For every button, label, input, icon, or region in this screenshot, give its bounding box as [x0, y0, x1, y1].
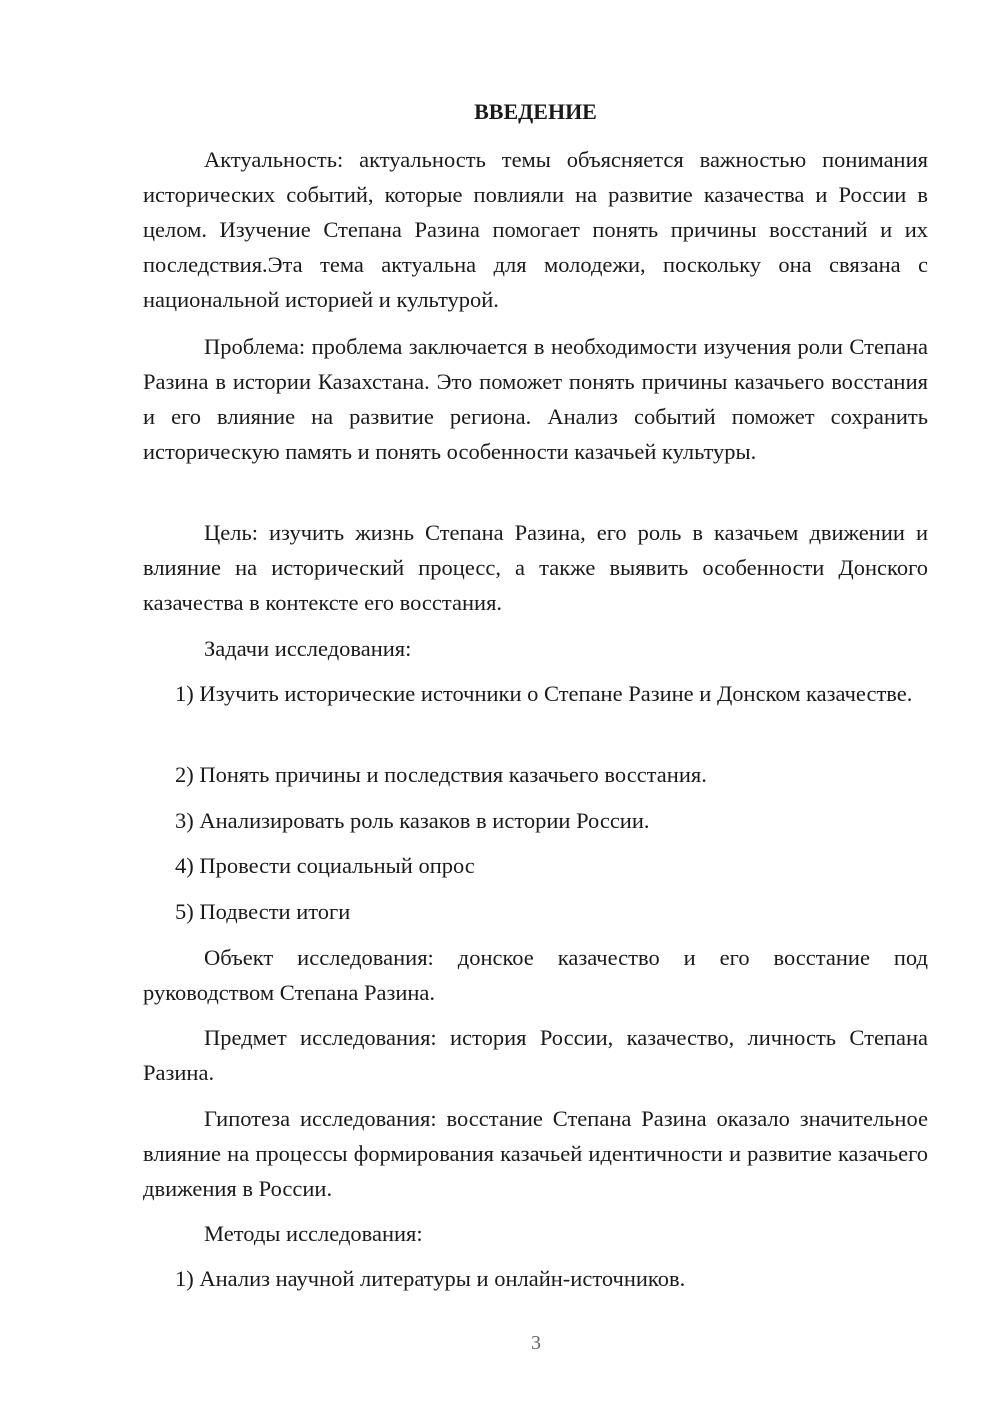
list-item-task-2: 2) Понять причины и последствия казачьего восстания. [175, 762, 707, 787]
list-item-method-1: 1) Анализ научной литературы и онлайн-источников. [175, 1266, 686, 1291]
paragraph-subject: Предмет исследования: история России, казачество, личность Степана Разина. [143, 1025, 928, 1085]
list-item-task-1: 1) Изучить исторические источники о Степане Разине и Донском казачестве. [175, 681, 913, 706]
paragraph-goal: Цель: изучить жизнь Степана Разина, его роль в казачьем движении и влияние на исторический процесс, а также выявить особенности Донского казачества в контексте его восстания. [143, 520, 928, 615]
list-item-task-5: 5) Подвести итоги [175, 899, 351, 924]
paragraph-actuality: Актуальность: актуальность темы объясняется важностью понимания исторических событий, которые повлияли на развитие казачества и России в целом. Изучение Степана Разина помогает понять причины восстаний и их последствия.Эта тема актуальна для молодежи, поскольку она связана с национальной историей и культурой. [143, 147, 928, 312]
tasks-heading: Задачи исследования: [204, 636, 412, 661]
paragraph-hypothesis: Гипотеза исследования: восстание Степана Разина оказало значительное влияние на процессы формирования казачьей идентичности и развитие казачьего движения в России. [143, 1106, 928, 1201]
paragraph-problem: Проблема: проблема заключается в необходимости изучения роли Степана Разина в истории Казахстана. Это поможет понять причины казачьего восстания и его влияние на развитие региона. Анализ событий поможет сохранить историческую память и понять особенности казачьей культуры. [143, 334, 928, 464]
page-title: ВВЕДЕНИЕ [474, 99, 597, 124]
list-item-task-4: 4) Провести социальный опрос [175, 853, 475, 878]
list-item-task-3: 3) Анализировать роль казаков в истории России. [175, 808, 650, 833]
page-number: 3 [531, 1332, 541, 1354]
methods-heading: Методы исследования: [204, 1221, 423, 1246]
paragraph-object: Объект исследования: донское казачество и его восстание под руководством Степана Разина. [143, 945, 928, 1005]
